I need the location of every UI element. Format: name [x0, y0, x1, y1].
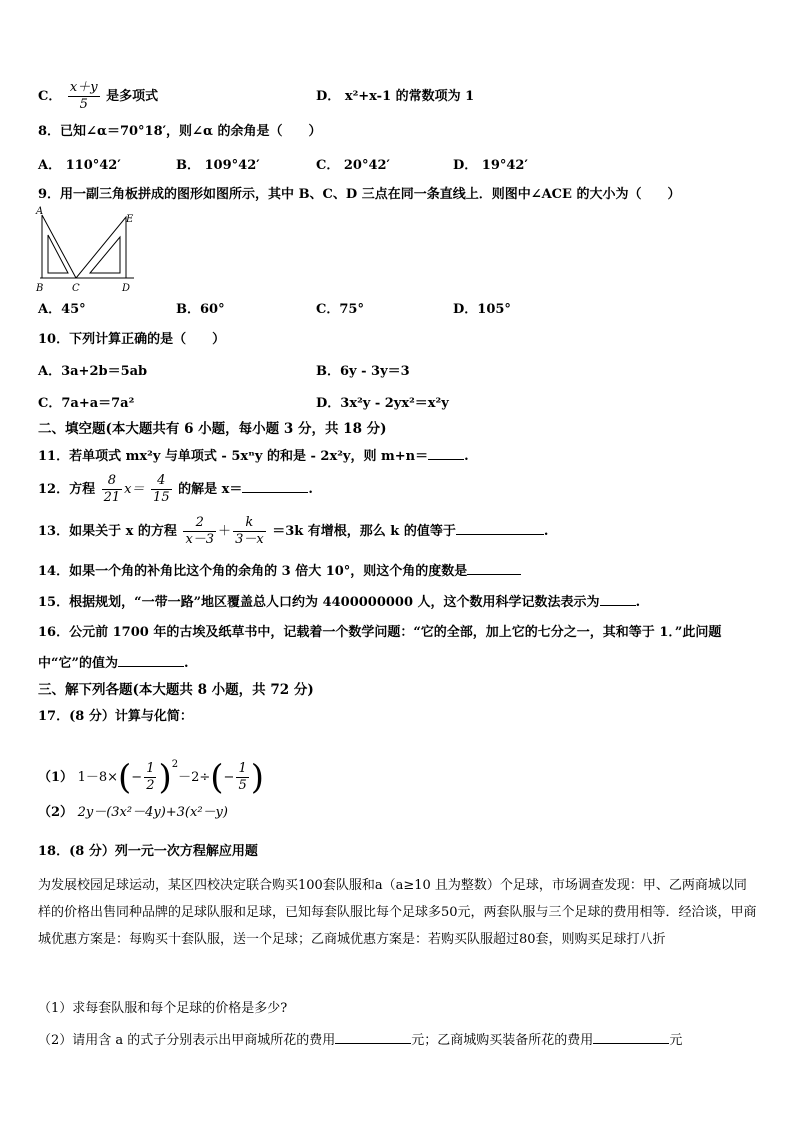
q9-option-d[interactable]: D．105°	[453, 302, 511, 317]
q18-body: 为发展校园足球运动，某区四校决定联合购买100套队服和a（a≥10 且为整数）个足球，市场调查发现：甲、乙两商城以同样的价格出售同种品牌的足球队服和足球，已知每套队服比每个足球多50元，两套队服与三个足球的费用相等．经洽谈，甲商城优惠方案是：每购买十套队服，送一个足球；乙商城优惠方案是：若购买队服超过80套，则购买足球打八折	[38, 878, 757, 947]
left-paren: (	[118, 757, 132, 798]
q15-answer-blank[interactable]	[600, 593, 636, 606]
q16-line-2: 中“它”的值为 .	[38, 656, 189, 671]
q8-stem: 8．已知∠α＝70°18′，则∠α 的余角是（ ）	[38, 124, 322, 139]
q16-line-1: 16．公元前 1700 年的古埃及纸草书中，记载着一个数学问题：“它的全部，加上它的七分之一，其和等于 1．”此问题	[38, 625, 722, 640]
q17-stem: 17．(8 分）计算与化简：	[38, 709, 193, 724]
q13: 13．如果关于 x 的方程 $\frac{2}{x-3}$ ＋ $\frac{k}{3-x}$ ＝3k 有增根，那么 k 的值等于 .	[38, 515, 549, 547]
triangle-abc	[42, 215, 76, 278]
q9-option-a[interactable]: A．45°	[38, 302, 86, 317]
left-paren-2: (	[210, 757, 224, 798]
label-c: C	[72, 283, 80, 294]
q18-stem: 18．(8 分）列一元一次方程解应用题	[38, 844, 258, 859]
minus-sign-2: −	[223, 770, 235, 785]
q17-part-1: （1） 1－8×(− $\frac{1}{2}$ )$^2$－2÷(− $\frac{1}{5}$ )	[38, 757, 264, 798]
q11-answer-blank[interactable]	[428, 447, 464, 460]
q7-fraction: $\frac{x+y}{5}$	[69, 80, 98, 112]
q7-option-d[interactable]: D． x²+x-1 的常数项为 1	[316, 89, 475, 104]
triangle-abc-inner	[48, 235, 68, 273]
q8-option-a[interactable]: A． 110°42′	[38, 158, 121, 173]
q18-part-1: （1）求每套队服和每个足球的价格是多少?	[38, 1001, 288, 1016]
triangle-cde	[76, 217, 126, 278]
section-3-heading: 三、解下列各题(本大题共 8 小题，共 72 分)	[38, 682, 314, 698]
q12: 12．方程 $\frac{8}{21}$ x＝ $\frac{4}{15}$ 的解是 x＝ .	[38, 473, 313, 505]
q10-option-c[interactable]: C．7a+a＝7a²	[38, 396, 135, 411]
section-2-heading: 二、填空题(本大题共有 6 小题，每小题 3 分，共 18 分)	[38, 421, 387, 437]
q14: 14．如果一个角的补角比这个角的余角的 3 倍大 10°，则这个角的度数是	[38, 562, 521, 581]
q10-option-d[interactable]: D．3x²y - 2yx²＝x²y	[316, 396, 449, 411]
q18-cost-a-blank[interactable]	[335, 1031, 411, 1044]
q8-option-c[interactable]: C． 20°42′	[316, 158, 390, 173]
q9-stem: 9．用一副三角板拼成的图形如图所示，其中 B、C、D 三点在同一条直线上．则图中∠ACE 的大小为（ ）	[38, 187, 681, 202]
q15: 15．根据规划，“一带一路”地区覆盖总人口约为 4400000000 人，这个数用科学记数法表示为 .	[38, 595, 641, 610]
q8-option-d[interactable]: D． 19°42′	[453, 158, 528, 173]
label-a: A	[36, 206, 44, 217]
label-e: E	[126, 214, 134, 225]
q10-option-a[interactable]: A．3a+2b＝5ab	[38, 364, 148, 379]
minus-sign: −	[131, 770, 143, 785]
q14-answer-blank[interactable]	[467, 562, 521, 575]
q10-stem: 10．下列计算正确的是（ ）	[38, 332, 226, 347]
label-b: B	[36, 283, 44, 294]
q7-option-c[interactable]: C． $\frac{x+y}{5}$ 是多项式	[38, 80, 159, 112]
q18-part-2: （2）请用含 a 的式子分别表示出甲商城所花的费用 元；乙商城购买装备所花的费用 元	[38, 1033, 683, 1048]
q8-option-b[interactable]: B． 109°42′	[176, 158, 260, 173]
q16-answer-blank[interactable]	[118, 654, 184, 667]
q12-answer-blank[interactable]	[242, 480, 308, 493]
q9-option-c[interactable]: C．75°	[316, 302, 364, 317]
q10-option-b[interactable]: B．6y - 3y＝3	[316, 364, 410, 379]
right-paren: )	[158, 757, 172, 798]
q9-option-b[interactable]: B．60°	[176, 302, 225, 317]
q9-triangle-figure	[34, 205, 144, 295]
q11: 11．若单项式 mx²y 与单项式 - 5xⁿy 的和是 - 2x²y，则 m+n＝ .	[38, 449, 469, 464]
q18-cost-b-blank[interactable]	[593, 1031, 669, 1044]
q13-answer-blank[interactable]	[456, 522, 544, 535]
q17-part-2: （2） 2y－(3x²－4y)+3(x²－y)	[38, 805, 228, 820]
label-d: D	[122, 283, 131, 294]
right-paren-2: )	[250, 757, 264, 798]
